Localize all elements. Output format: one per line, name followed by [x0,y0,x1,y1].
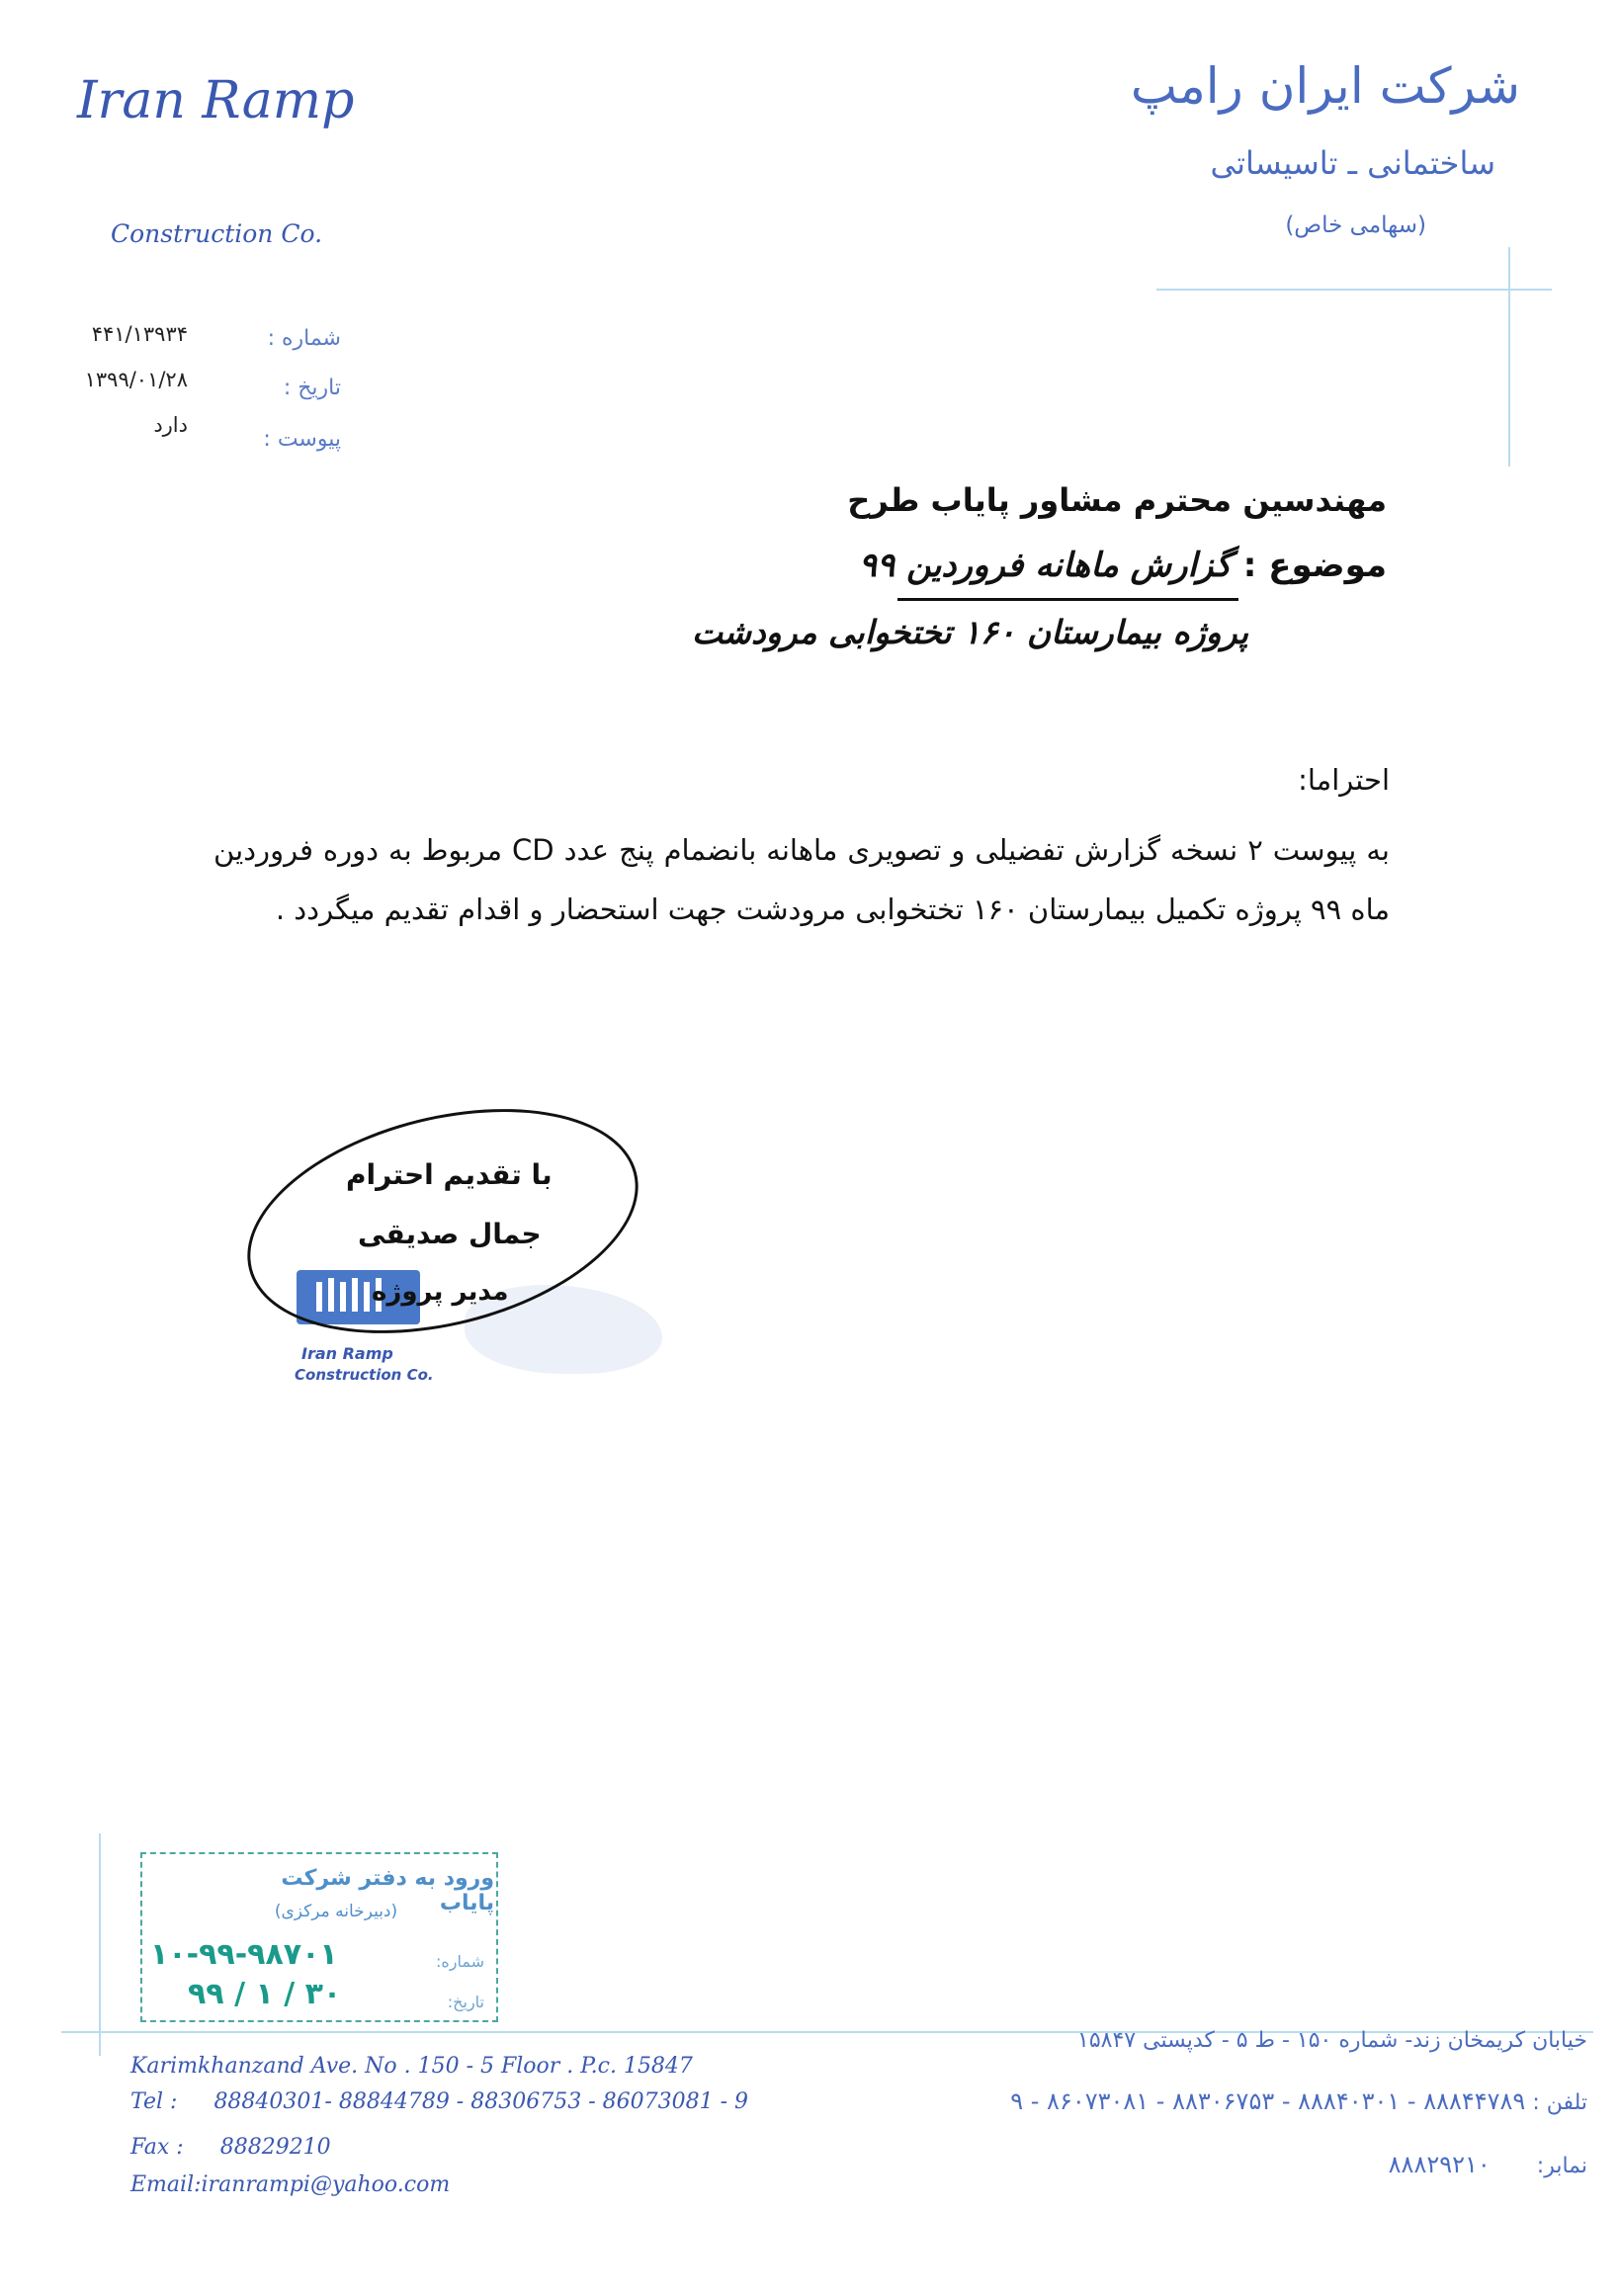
footer-tel-label-fa: تلفن : [1532,2090,1587,2115]
addressee: مهندسین محترم مشاور پایاب طرح [847,481,1387,519]
company-logo-en-subtitle: Construction Co. [111,219,323,248]
footer-fax-en [130,2135,331,2160]
letter-body: به پیوست ۲ نسخه گزارش تفضیلی و تصویری ماهانه بانضمام پنج عدد CD مربوط به دوره فروردین ماه ۹۹ پروژه تکمیل بیمارستان ۱۶۰ تختخوابی مرودشت جهت استحضار و اقدام تقدیم میگردد . [213,833,1390,926]
footer-divider-vertical [99,1833,101,2056]
footer-tel-fa [1010,2087,1587,2115]
received-number-label: شماره: [435,1952,484,1971]
date-label: تاریخ : [283,376,341,400]
subject-label: موضوع : [1242,546,1387,585]
footer-tel-en [130,2089,748,2114]
footer-tel-value-fa: ۸۸۸۴۴۷۸۹ - ۸۸۸۴۰۳۰۱ - ۸۸۳۰۶۷۵۳ - ۸۶۰۷۳۰۸۱ - ۹ [1010,2087,1526,2115]
attachment-value: دارد [153,413,188,437]
stamp-text-line2: Construction Co. [295,1366,434,1384]
greeting: احتراما: [1298,763,1390,797]
date-value: ۱۳۹۹/۰۱/۲۸ [84,368,188,391]
footer-fax-label-fa: نمابر: [1536,2154,1587,2178]
company-logo-en: Iran Ramp [77,71,355,130]
received-stamp-subtitle: (دبیرخانه مرکزی) [274,1902,398,1921]
received-date-value: ۹۹ / ۱ / ۳۰ [188,1977,342,2011]
footer-fax-label-en: Fax : [130,2135,184,2160]
received-stamp-title: ورود به دفتر شرکت پایاب [281,1866,494,1915]
signer-title: مدیر پروژه [372,1277,509,1307]
subject-line [859,546,1387,585]
company-activity-fa: ساختمانی ـ تاسیساتی [1210,144,1495,182]
company-name-fa: شرکت ایران رامپ [1130,57,1520,115]
footer-fax-fa [1389,2151,1587,2178]
received-number-value: ۱۰-۹۹-۹۸۷۰۱ [150,1937,338,1972]
footer-address-en: Karimkhanzand Ave. No . 150 - 5 Floor . P.c. 15847 [130,2054,693,2079]
number-label: شماره : [267,326,341,351]
footer-tel-value-en: 88840301- 88844789 - 88306753 - 86073081 - 9 [213,2089,749,2114]
subject-text: گزارش ماهانه فروردین ۹۹ [858,546,1232,585]
letterhead-divider-horizontal [1156,289,1552,291]
company-type-fa: (سهامی خاص) [1285,213,1426,238]
subject-underline [897,598,1238,601]
stamp-text-line1: Iran Ramp [301,1344,393,1363]
footer-address-fa: خیابان کریمخان زند- شماره ۱۵۰ - ط ۵ - کدپستی ۱۵۸۴۷ [1077,2028,1587,2053]
received-date-label: تاریخ: [447,1993,484,2011]
letterhead-divider-vertical [1508,247,1510,467]
signer-name: جمال صدیقی [358,1218,542,1250]
footer-fax-value-en: 88829210 [219,2135,331,2160]
footer-tel-label-en: Tel : [130,2089,178,2114]
footer-email-en: Email:iranrampi@yahoo.com [130,2172,451,2197]
closing-text: با تقدیم احترام [346,1158,553,1191]
project-name: پروژه بیمارستان ۱۶۰ تختخوابی مرودشت [691,613,1248,651]
footer-fax-value-fa: ۸۸۸۲۹۲۱۰ [1388,2151,1491,2178]
number-value: ۴۴۱/۱۳۹۳۴ [91,322,188,346]
attachment-label: پیوست : [263,427,341,452]
